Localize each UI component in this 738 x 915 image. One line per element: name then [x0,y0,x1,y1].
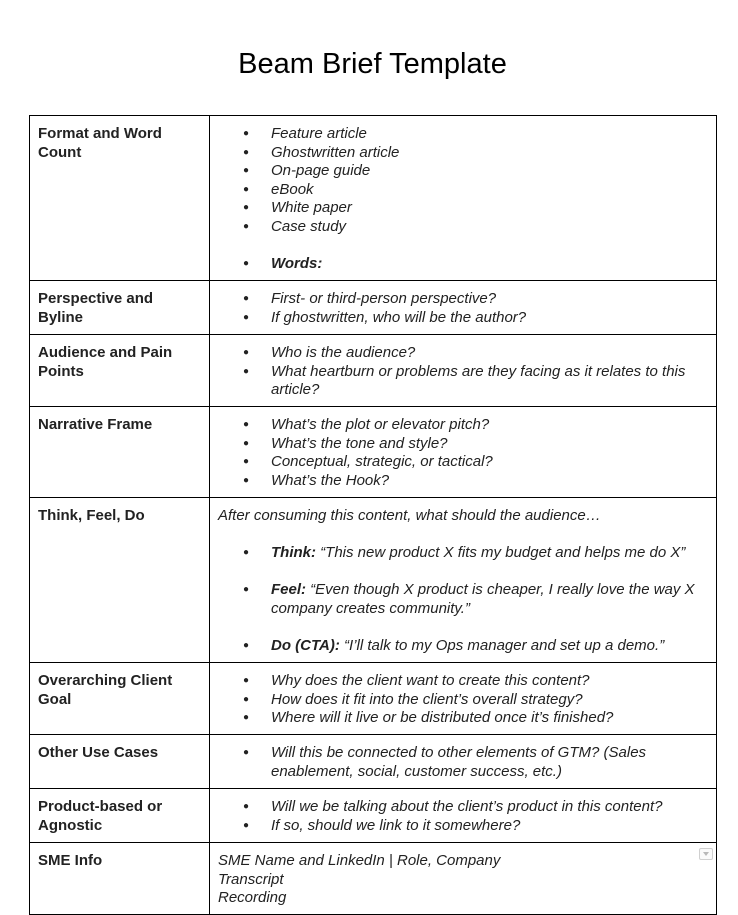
list-item: ● First- or third-person perspective? [271,290,708,309]
brief-table [29,115,717,915]
list-item: ● If ghostwritten, who will be the author? [271,309,708,328]
list-item: ● White paper [271,199,708,218]
audience-list [218,344,708,400]
row-content-product[interactable] [210,789,717,843]
usecases-list [218,744,708,781]
list-item-feel [271,581,708,618]
list-item: ● If so, should we link to it somewhere? [271,817,708,836]
row-label-format: Format and Word Count [30,116,210,281]
do-label: Do (CTA): [271,637,340,655]
product-list [218,798,708,835]
row-label-perspective: Perspective and Byline [30,281,210,335]
feel-label: Feel: [271,581,307,599]
list-item: ● Why does the client want to create this content? [271,672,708,691]
tfd-list [218,544,708,656]
row-label-audience: Audience and Pain Points [30,335,210,407]
table-row [30,663,717,735]
list-item: ● Conceptual, strategic, or tactical? [271,453,708,472]
row-label-product: Product-based or Agnostic [30,789,210,843]
list-item: ● What’s the Hook? [271,472,708,491]
dropdown-arrow-icon[interactable] [699,848,713,860]
list-item: ● Where will it live or be distributed once it’s finished? [271,709,708,728]
sme-line-recording: Recording [218,889,287,907]
row-content-format[interactable] [210,116,717,281]
row-content-usecases[interactable] [210,735,717,789]
table-row [30,789,717,843]
words-item: ● Words: [271,255,708,274]
list-item: ● Will this be connected to other elements of GTM? (Sales enablement, social, customer success, etc.) [271,744,708,781]
sme-line-name: SME Name and LinkedIn | Role, Company [218,852,501,869]
page-title: Beam Brief Template [238,48,507,80]
feel-text: “Even though X product is cheaper, I really love the way X company creates community.” [271,581,695,617]
narrative-list [218,416,708,490]
table-row [30,843,717,915]
row-label-narrative: Narrative Frame [30,407,210,498]
list-item: ● What’s the plot or elevator pitch? [271,416,708,435]
format-list [218,125,708,274]
list-item: ● Will we be talking about the client’s product in this content? [271,798,708,817]
row-label-goal: Overarching Client Goal [30,663,210,735]
list-item: ● Feature article [271,125,708,144]
think-label: Think: [271,544,316,562]
list-item-think [271,544,708,563]
list-item: ● How does it fit into the client’s overall strategy? [271,691,708,710]
row-content-tfd[interactable] [210,498,717,663]
row-label-tfd: Think, Feel, Do [30,498,210,663]
row-label-sme: SME Info [30,843,210,915]
tfd-intro: After consuming this content, what should the audience… [218,507,601,524]
row-content-sme[interactable] [210,843,717,915]
do-text: “I’ll talk to my Ops manager and set up a demo.” [339,637,665,655]
table-row [30,116,717,281]
table-row [30,407,717,498]
table-row [30,281,717,335]
row-content-narrative[interactable] [210,407,717,498]
row-content-audience[interactable] [210,335,717,407]
table-row [30,335,717,407]
sme-line-transcript: Transcript [218,870,284,888]
list-item: ● Ghostwritten article [271,144,708,163]
list-item: ● What heartburn or problems are they facing as it relates to this article? [271,363,708,400]
list-item: ● What’s the tone and style? [271,435,708,454]
list-item: ● eBook [271,181,708,200]
think-text: “This new product X fits my budget and helps me do X” [316,544,686,562]
table-row [30,735,717,789]
perspective-list [218,290,708,327]
list-item: ● Case study [271,218,708,237]
list-item: ● Who is the audience? [271,344,708,363]
row-content-perspective[interactable] [210,281,717,335]
list-item: ● On-page guide [271,162,708,181]
row-label-usecases: Other Use Cases [30,735,210,789]
list-item-do [271,637,708,656]
table-row [30,498,717,663]
goal-list [218,672,708,728]
row-content-goal[interactable] [210,663,717,735]
